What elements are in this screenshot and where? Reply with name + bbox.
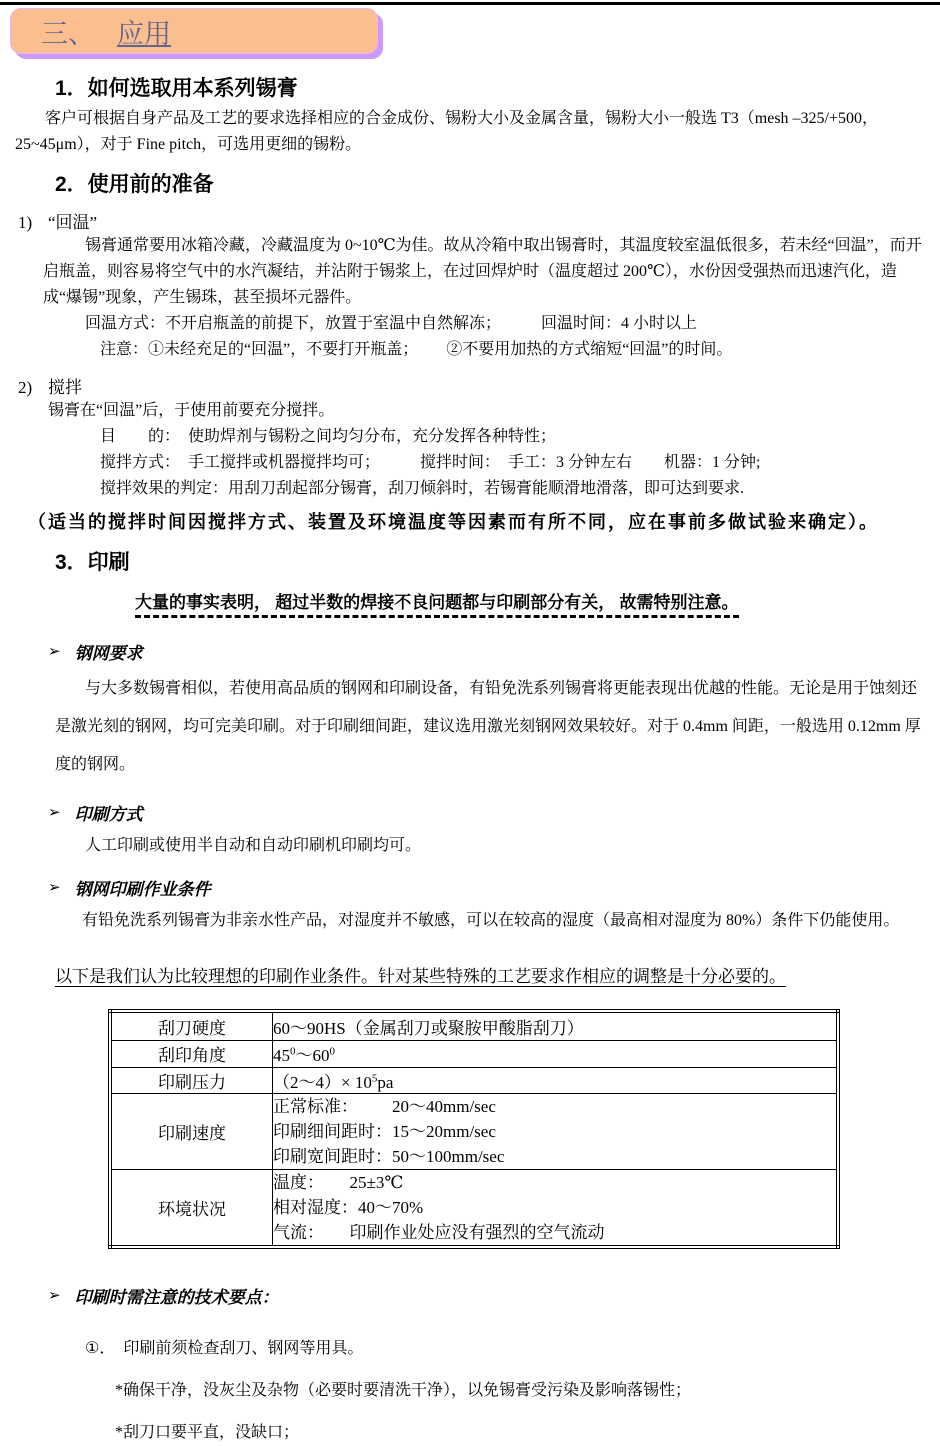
row-value: [273, 1093, 839, 1169]
printing-method-paragraph: 人工印刷或使用半自动和自动印刷机印刷均可。: [85, 837, 422, 854]
stirring-line-1: 锡膏在“回温”后，于使用前要充分搅拌。: [48, 402, 335, 419]
table-row: [110, 1067, 838, 1093]
bullet-technical-points: [48, 1283, 940, 1308]
sub-point-squeegee-edge: *刮刀口要平直，没缺口；: [115, 1423, 300, 1441]
section-1-heading: 1．如何选取用本系列锡膏: [55, 77, 298, 100]
ideal-conditions-line: 以下是我们认为比较理想的印刷作业条件。针对某些特殊的工艺要求作相应的调整是十分必要的。: [55, 967, 786, 986]
row-value: $45^0\sim 60^0$: [273, 1040, 839, 1067]
printing-notice: 大量的事实表明， 超过半数的焊接不良问题都与印刷部分有关， 故需特别注意。: [135, 588, 739, 613]
printing-conditions-table: [108, 1009, 840, 1249]
list-item-2: [18, 373, 940, 398]
list-item-2-title: 搅拌: [48, 378, 82, 397]
row-label: 印刷速度: [110, 1093, 273, 1169]
technical-point-1: [85, 1336, 940, 1362]
stirring-line-2: 目 的： 使助焊剂与锡粉之间均匀分布，充分发挥各种特性；: [100, 428, 557, 445]
speed-wide-pitch: 印刷宽间距时：50～100mm/sec: [273, 1146, 505, 1166]
row-value: （2～4）× $10^5pa$: [273, 1067, 839, 1093]
bullet-technical-points-title: 印刷时需注意的技术要点：: [74, 1287, 279, 1307]
arrowhead-bullet-icon: ➢: [48, 1287, 61, 1304]
document-body: [0, 62, 940, 1446]
bullet-stencil-requirements-title: 钢网要求: [74, 644, 143, 663]
row-label: 环境状况: [110, 1169, 273, 1247]
speed-normal: 正常标准： 20～40mm/sec: [273, 1096, 496, 1116]
bullet-printing-conditions: [48, 875, 940, 900]
table-row: [110, 1011, 838, 1040]
env-humidity: 相对湿度：40～70%: [273, 1197, 424, 1217]
bullet-printing-conditions-title: 钢网印刷作业条件: [74, 880, 211, 899]
circled-number-marker: ①．: [85, 1339, 116, 1357]
sub-point-clean: *确保干净，没灰尘及杂物（必要时要清洗干净），以免锡膏受污染及影响落锡性；: [115, 1381, 692, 1399]
section-2-heading: 2．使用前的准备: [55, 173, 214, 196]
stirring-line-3: 搅拌方式： 手工搅拌或机器搅拌均可； 搅拌时间： 手工：3 分钟左右 机器：1 分钟;: [100, 454, 761, 471]
arrowhead-bullet-icon: ➢: [48, 805, 61, 821]
list-item-1: [18, 208, 940, 233]
env-temperature: 温度： 25±3℃: [273, 1172, 404, 1192]
bullet-printing-method-title: 印刷方式: [74, 805, 143, 824]
table-row: [110, 1093, 838, 1169]
row-label: 刮印角度: [110, 1040, 273, 1067]
bullet-stencil-requirements: [48, 639, 940, 664]
table-row: [110, 1040, 838, 1067]
section-1-paragraph: 客户可根据自身产品及工艺的要求选择相应的合金成份、锡粉大小及金属含量，锡粉大小一般选 T3（mesh –325/+500，25~45μm），对于 Fine pitch，可选用更细的锡粉。: [15, 110, 879, 153]
list-item-1-marker: 1): [18, 213, 33, 232]
table-row: [110, 1169, 838, 1247]
row-label: 印刷压力: [110, 1067, 273, 1093]
top-divider: [0, 2, 940, 5]
section-3-heading: 3．印刷: [55, 551, 130, 574]
reheating-paragraph: 锡膏通常要用冰箱冷藏，冷藏温度为 0~10℃为佳。故从冷箱中取出锡膏时，其温度较室温低很多，若未经“回温”，而开启瓶盖，则容易将空气中的水汽凝结，并沾附于锡浆上，在过回焊炉时（温度超过 200℃），水份因受强热而迅速汽化，造成“爆锡”现象，产生锡珠，甚至损坏元器件。: [43, 237, 922, 306]
printing-conditions-paragraph: 有铅免洗系列锡膏为非亲水性产品，对湿度并不敏感，可以在较高的湿度（最高相对湿度为 80%）条件下仍能使用。: [82, 912, 900, 929]
stirring-line-4: 搅拌效果的判定：用刮刀刮起部分锡膏，刮刀倾斜时，若锡膏能顺滑地滑落，即可达到要求.: [100, 480, 745, 497]
row-label: 刮刀硬度: [110, 1011, 273, 1040]
list-item-2-marker: 2): [18, 378, 33, 397]
page-title: 应用: [117, 18, 171, 49]
reheating-note-line: 注意：①未经充足的“回温”，不要打开瓶盖； ②不要用加热的方式缩短“回温”的时间。: [100, 341, 733, 358]
arrowhead-bullet-icon: ➢: [48, 880, 61, 896]
env-airflow: 气流： 印刷作业处应没有强烈的空气流动: [273, 1222, 605, 1242]
speed-fine-pitch: 印刷细间距时：15～20mm/sec: [273, 1121, 496, 1141]
bullet-printing-method: [48, 800, 940, 825]
stirring-bold-note: （适当的搅拌时间因搅拌方式、装置及环境温度等因素而有所不同，应在事前多做试验来确定）。: [28, 512, 879, 532]
reheating-method-line: 回温方式：不开启瓶盖的前提下，放置于室温中自然解冻； 回温时间：4 小时以上: [85, 315, 698, 332]
list-item-1-title: “回温”: [48, 213, 98, 232]
stencil-requirements-paragraph: 与大多数锡膏相似，若使用高品质的钢网和印刷设备，有铅免洗系列锡膏将更能表现出优越的性能。无论是用于蚀刻还是激光刻的钢网，均可完美印刷。对于印刷细间距，建议选用激光刻钢网效果较好。对于 0.4mm 间距，一般选用 0.12mm 厚度的钢网。: [55, 680, 921, 773]
page-title-box: [10, 8, 378, 54]
row-value: 60～90HS（金属刮刀或聚胺甲酸脂刮刀）: [273, 1011, 839, 1040]
page-title-prefix: 三、: [41, 18, 95, 49]
row-value: [273, 1169, 839, 1247]
technical-point-1-text: 印刷前须检查刮刀、钢网等用具。: [123, 1339, 364, 1357]
arrowhead-bullet-icon: ➢: [48, 644, 61, 660]
